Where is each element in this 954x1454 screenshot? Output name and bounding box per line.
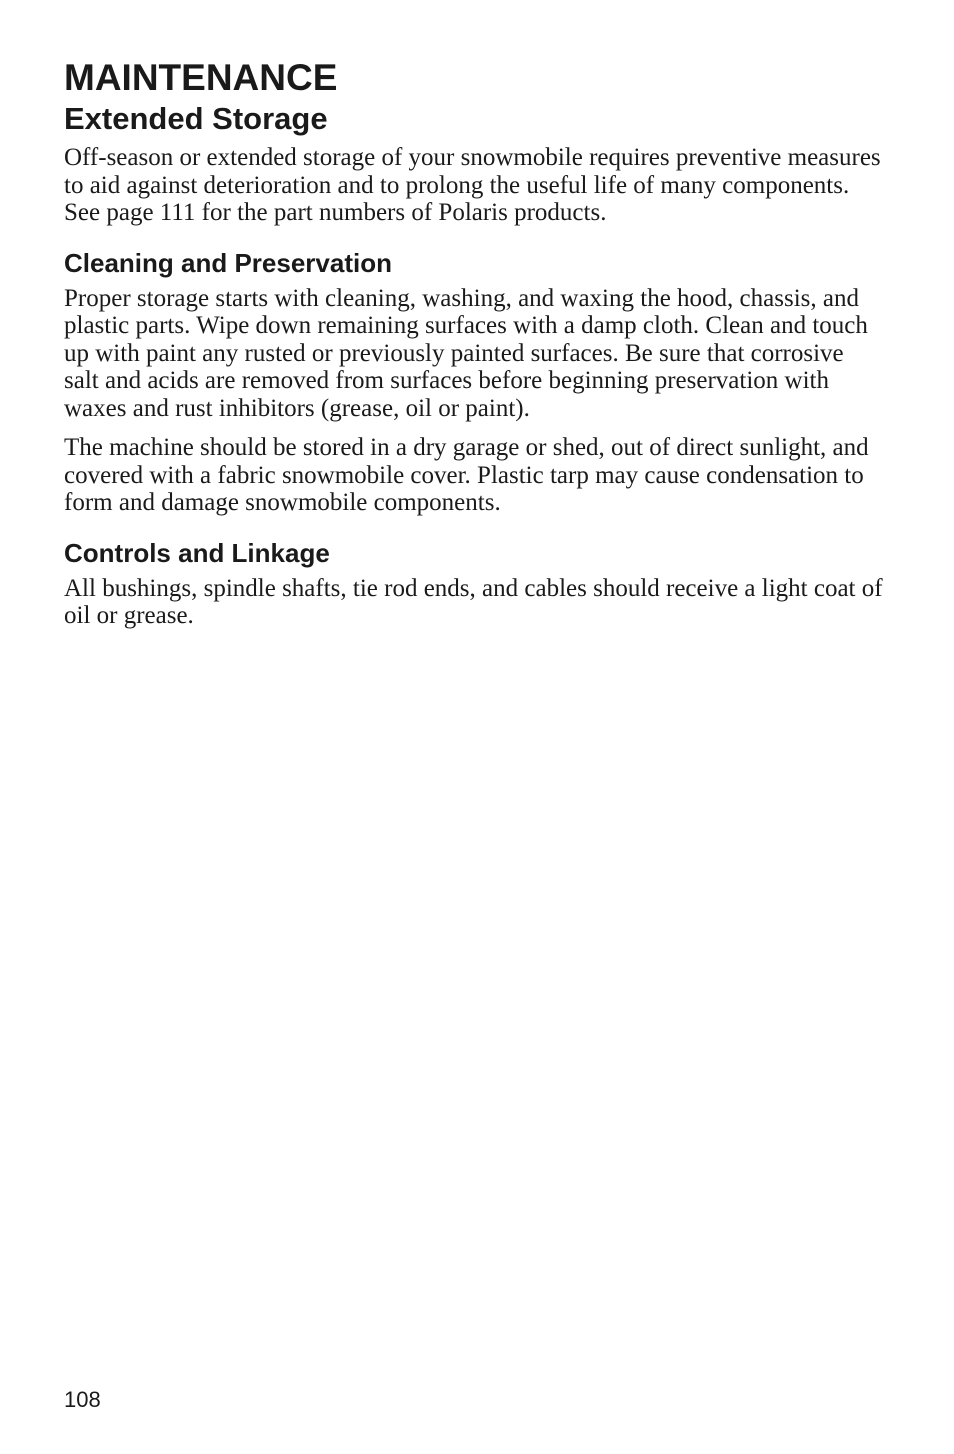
paragraph-controls-linkage: All bushings, spindle shafts, tie rod ends, and cables should receive a light coat of oil or grease. xyxy=(64,574,883,629)
page-number: 108 xyxy=(64,1387,101,1412)
section-title-extended-storage: Extended Storage xyxy=(64,101,328,136)
section-title-cleaning-preservation: Cleaning and Preservation xyxy=(64,247,392,278)
section-title-controls-linkage: Controls and Linkage xyxy=(64,537,330,568)
paragraph-cleaning-1: Proper storage starts with cleaning, washing, and waxing the hood, chassis, and plastic parts. Wipe down remaining surfaces with a damp cloth. Clean and touch up with paint any rusted or previously painted surfaces. Be sure that corrosive salt and acids are removed from surfaces before beginning preservation with waxes and rust inhibitors (grease, oil or paint). xyxy=(64,284,868,422)
paragraph-cleaning-2: The machine should be stored in a dry garage or shed, out of direct sunlight, and covered with a fabric snowmobile cover. Plastic tarp may cause condensation to form and damage snowmobile components. xyxy=(64,434,869,516)
chapter-title: MAINTENANCE xyxy=(64,57,338,98)
paragraph-extended-storage: Off-season or extended storage of your snowmobile requires preventive measures to aid against deterioration and to prolong the useful life of many components. See page 111 for the part numbers of Polaris products. xyxy=(64,144,881,226)
page-content xyxy=(64,56,884,630)
